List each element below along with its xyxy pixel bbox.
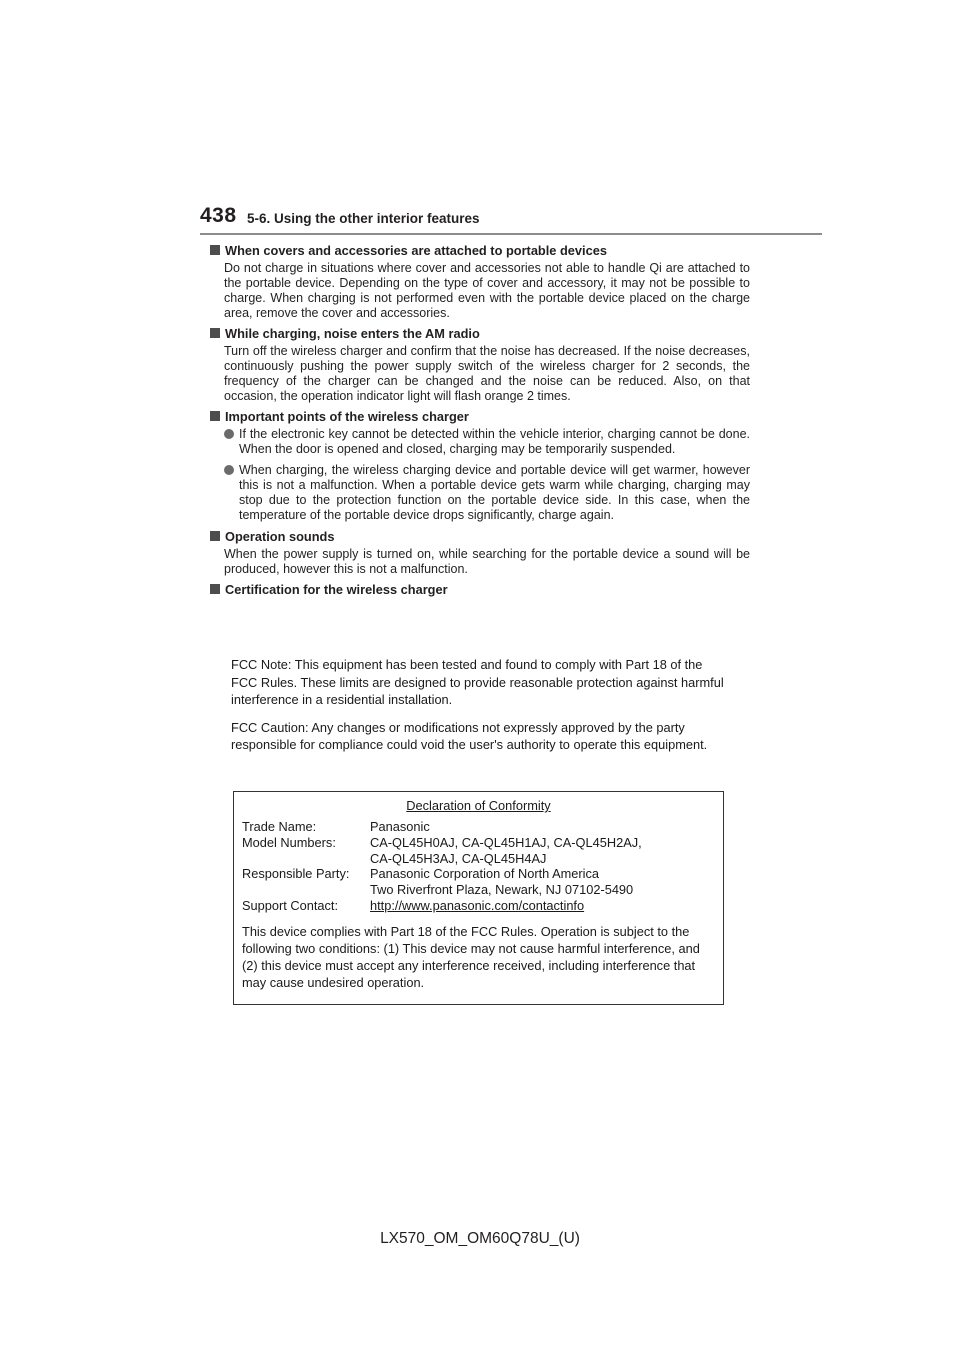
- support-contact-link[interactable]: http://www.panasonic.com/contactinfo: [370, 898, 585, 913]
- main-content: [210, 243, 750, 602]
- field-value: CA-QL45H0AJ, CA-QL45H1AJ, CA-QL45H2AJ,: [370, 835, 642, 850]
- page-number: 438: [200, 204, 237, 227]
- fcc-caution: FCC Caution: Any changes or modifications not expressly approved by the party responsible for compliance could void the user's authority to operate this equipment.: [231, 719, 708, 752]
- section-am-radio-noise: [210, 326, 750, 404]
- section-paragraph: When the power supply is turned on, while searching for the portable device a sound will be produced, however this is not a malfunction.: [224, 547, 750, 576]
- list-item: If the electronic key cannot be detected within the vehicle interior, charging cannot be done. When the door is opened and closed, charging may be temporarily suspended.: [224, 427, 750, 457]
- section-paragraph: Do not charge in situations where cover and accessories not able to handle Qi are attached to the portable device. Depending on the type of cover and accessory, it may not be possible to charge. When charging is not performed even with the portable device placed on the charge area, remove the cover and accessories.: [224, 261, 750, 320]
- field-value: Two Riverfront Plaza, Newark, NJ 07102-5490: [370, 882, 634, 897]
- list-item: When charging, the wireless charging device and portable device will get warmer, however this is not a malfunction. When a portable device gets warm while charging, charging may stop due to the protection function on the portable device side. In this case, when the temperature of the portable device drops significantly, charge again.: [224, 463, 750, 523]
- fcc-note: FCC Note: This equipment has been tested and found to comply with Part 18 of the FCC Rules. These limits are designed to provide reasonable protection against harmful interference in a residential installation.: [231, 657, 724, 707]
- square-bullet-icon: [210, 411, 220, 421]
- fcc-notes: [231, 656, 731, 764]
- document-code: LX570_OM_OM60Q78U_(U): [380, 1230, 580, 1247]
- section-important-points: [210, 409, 750, 523]
- section-heading: While charging, noise enters the AM radio: [210, 326, 750, 341]
- field-value: CA-QL45H3AJ, CA-QL45H4AJ: [370, 851, 547, 866]
- section-certification: [210, 582, 750, 597]
- section-heading: When covers and accessories are attached to portable devices: [210, 243, 750, 258]
- compliance-statement: This device complies with Part 18 of the FCC Rules. Operation is subject to the following two conditions: (1) This device may not cause harmful interference, and (2) this device must accept any interference received, including interference that may cause undesired operation.: [242, 924, 700, 990]
- field-label: Trade Name:: [242, 819, 317, 834]
- square-bullet-icon: [210, 245, 220, 255]
- header-rule: [200, 233, 822, 235]
- page-header: [200, 204, 822, 234]
- square-bullet-icon: [210, 531, 220, 541]
- section-heading: Operation sounds: [210, 529, 750, 544]
- declaration-of-conformity: [233, 791, 724, 1005]
- circle-bullet-icon: [224, 465, 234, 475]
- bullet-list: [224, 427, 750, 523]
- field-label: Responsible Party:: [242, 866, 350, 881]
- square-bullet-icon: [210, 584, 220, 594]
- section-operation-sounds: [210, 529, 750, 577]
- square-bullet-icon: [210, 328, 220, 338]
- section-title: 5-6. Using the other interior features: [247, 211, 480, 226]
- field-label: Support Contact:: [242, 898, 339, 913]
- field-label: Model Numbers:: [242, 835, 336, 850]
- section-covers-accessories: [210, 243, 750, 321]
- field-value: Panasonic: [370, 819, 430, 834]
- field-value: Panasonic Corporation of North America: [370, 866, 600, 881]
- circle-bullet-icon: [224, 429, 234, 439]
- section-paragraph: Turn off the wireless charger and confirm that the noise has decreased. If the noise decreases, continuously pushing the power supply switch of the wireless charger for 2 seconds, the frequency of the charger can be changed and the noise can be reduced. Also, on that occasion, the operation indicator light will flash orange 2 times.: [224, 344, 750, 403]
- declaration-title: Declaration of Conformity: [406, 798, 551, 813]
- section-heading: Important points of the wireless charger: [210, 409, 750, 424]
- section-heading: Certification for the wireless charger: [210, 582, 750, 597]
